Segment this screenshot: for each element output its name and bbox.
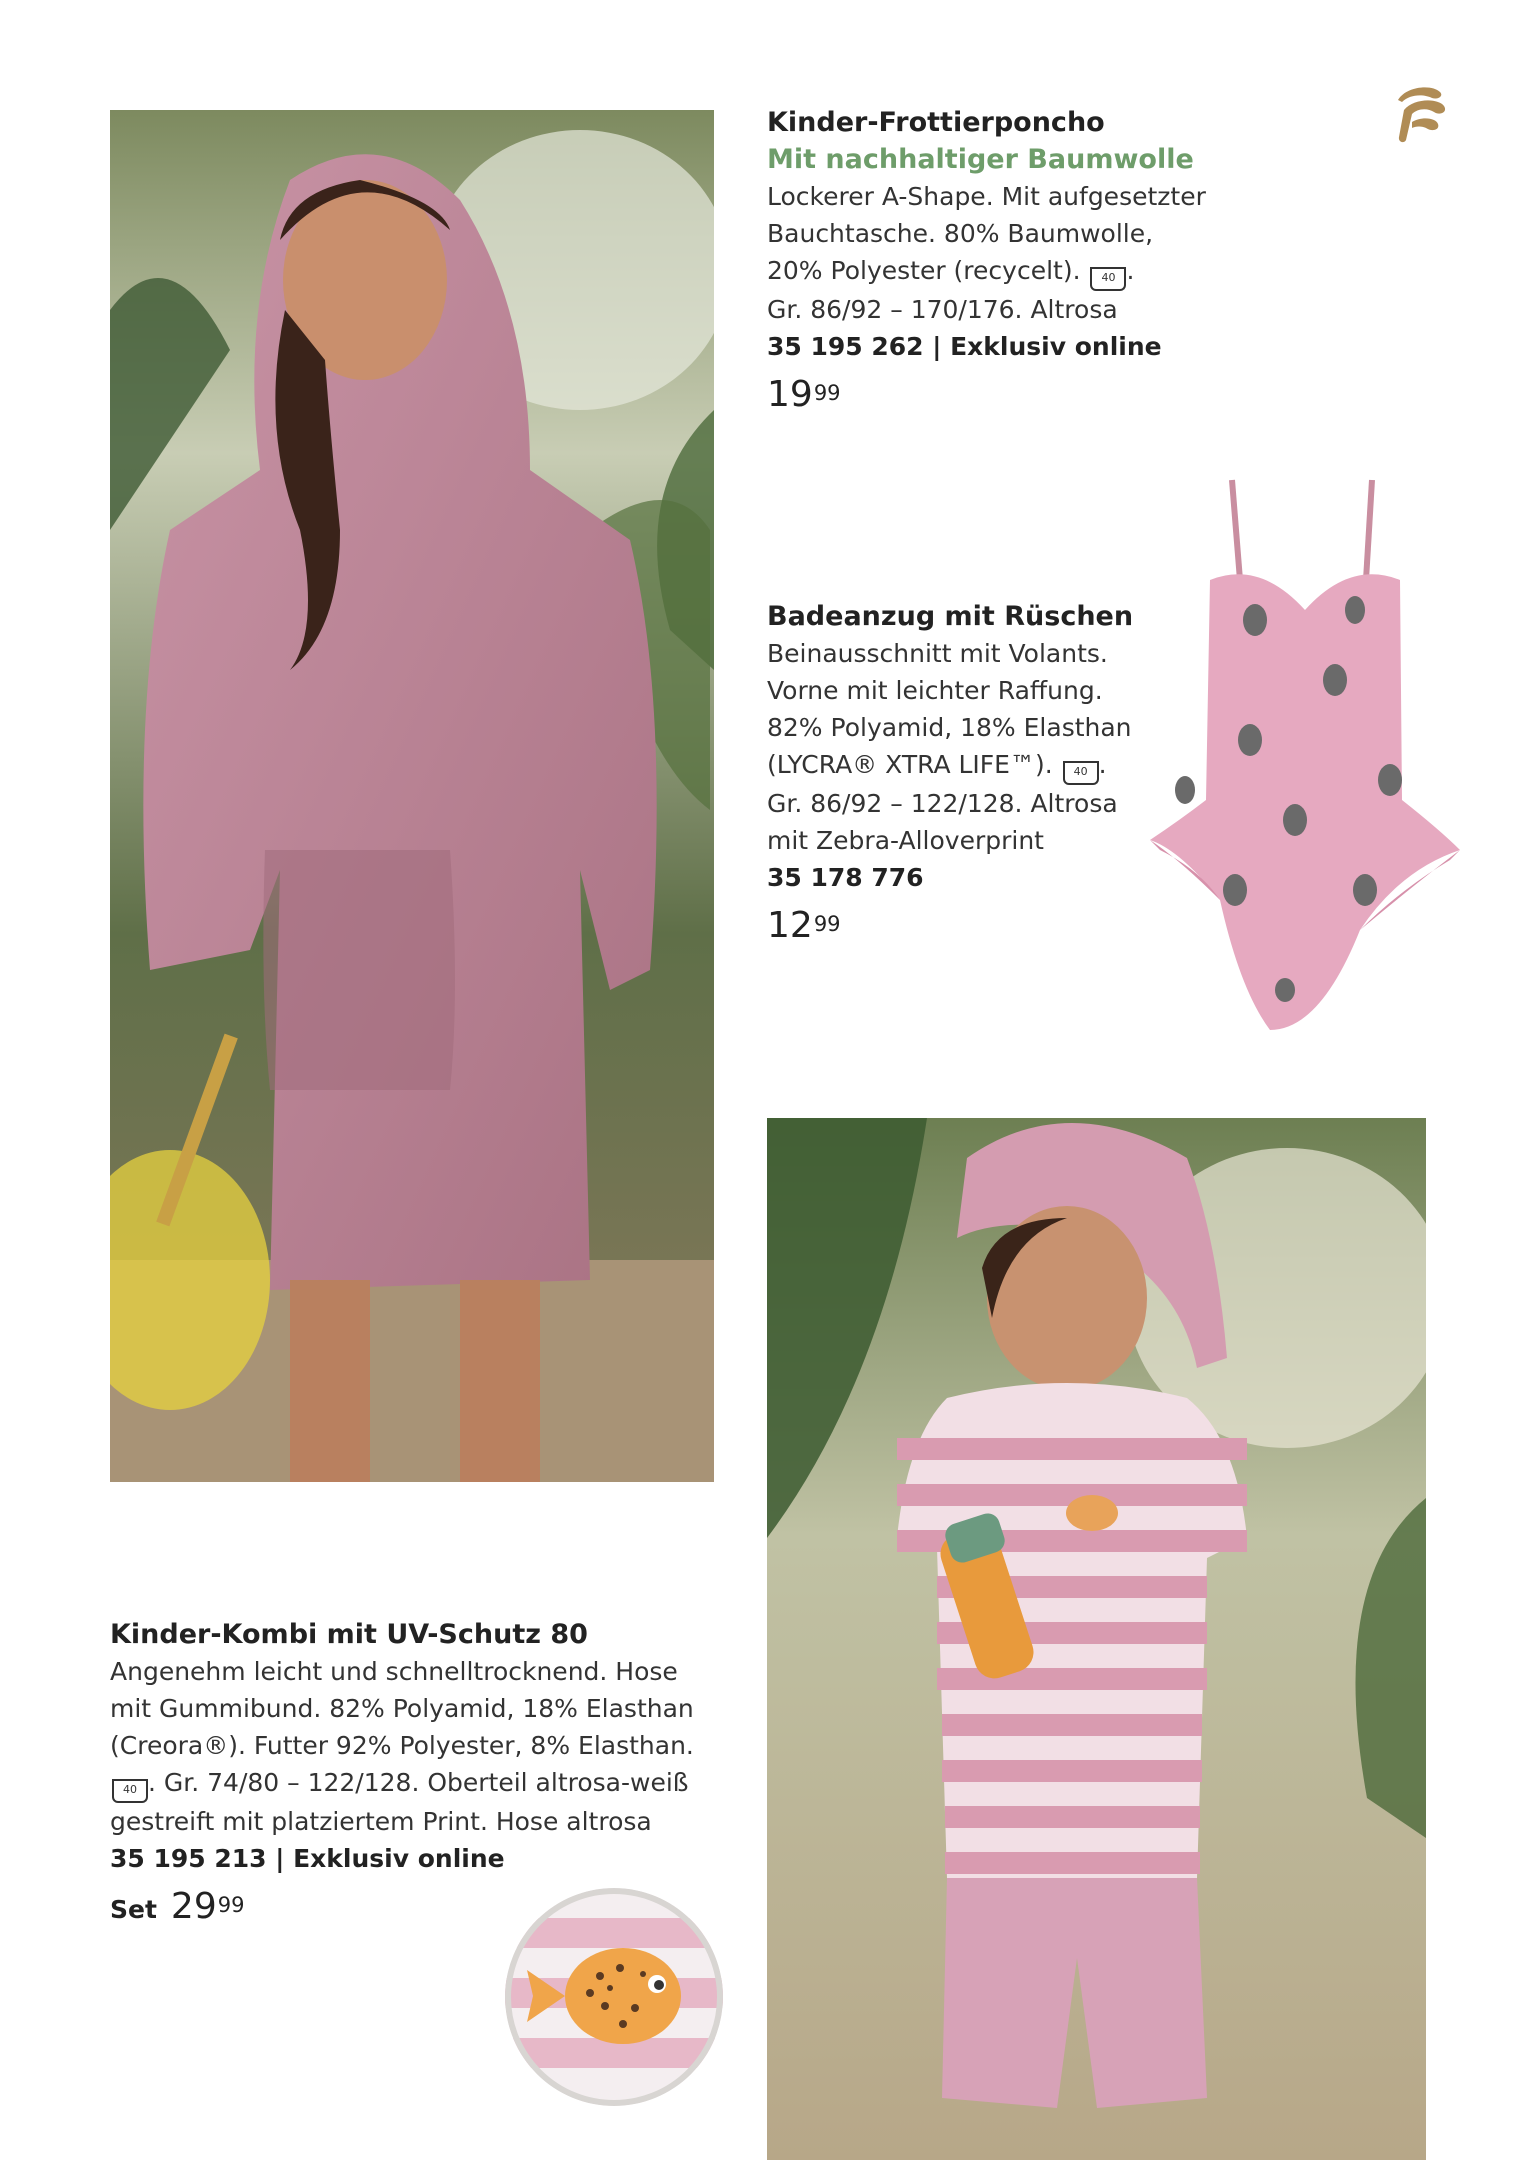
wash-40-icon: 40 xyxy=(1063,761,1099,785)
swimsuit-info xyxy=(767,598,1157,948)
poncho-subtitle: Mit nachhaltiger Baumwolle xyxy=(767,144,1194,175)
kombi-title: Kinder-Kombi mit UV-Schutz 80 xyxy=(110,1619,588,1650)
kombi-desc-line: gestreift mit platziertem Print. Hose altrosa xyxy=(110,1807,652,1836)
poncho-price: $19^{99}$ xyxy=(767,374,841,415)
swimsuit-desc-line: (LYCRA® XTRA LIFE™). 40 . xyxy=(767,746,1157,785)
kombi-desc-line: 40 . Gr. 74/80 – 122/128. Oberteil altrosa-weiß xyxy=(110,1764,750,1803)
poncho-desc-line: Gr. 86/92 – 170/176. Altrosa xyxy=(767,295,1118,324)
swimsuit-desc-line: mit Zebra-Alloverprint xyxy=(767,826,1044,855)
swimsuit-desc-line: Vorne mit leichter Raffung. xyxy=(767,676,1103,705)
poncho-info xyxy=(767,104,1427,417)
kombi-product-photo xyxy=(767,1118,1426,2160)
poncho-product-photo xyxy=(110,110,714,1482)
wash-40-icon: 40 xyxy=(112,1779,148,1803)
poncho-desc-line: Bauchtasche. 80% Baumwolle, xyxy=(767,219,1154,248)
swimsuit-desc-line: Gr. 86/92 – 122/128. Altrosa xyxy=(767,789,1118,818)
swimsuit-article-number: 35 178 776 xyxy=(767,863,924,892)
swimsuit-title: Badeanzug mit Rüschen xyxy=(767,601,1134,632)
kombi-desc-line: (Creora®). Futter 92% Polyester, 8% Elasthan. xyxy=(110,1731,694,1760)
kombi-article-number: 35 195 213 | Exklusiv online xyxy=(110,1844,505,1873)
swimsuit-desc-line: 82% Polyamid, 18% Elasthan xyxy=(767,713,1132,742)
poncho-desc-line: 20% Polyester (recycelt). 40 . xyxy=(767,252,1427,291)
swimsuit-product-photo xyxy=(1140,470,1470,1050)
kombi-price: Set $29^{99}$ xyxy=(110,1886,245,1927)
kombi-desc-line: mit Gummibund. 82% Polyamid, 18% Elasthan xyxy=(110,1694,694,1723)
pufferfish-print-detail xyxy=(505,1888,723,2106)
kombi-desc-line: Angenehm leicht und schnelltrocknend. Hose xyxy=(110,1657,678,1686)
wash-40-icon: 40 xyxy=(1090,267,1126,291)
poncho-title: Kinder-Frottierponcho xyxy=(767,107,1105,138)
poncho-article-number: 35 195 262 | Exklusiv online xyxy=(767,332,1162,361)
swimsuit-desc-line: Beinausschnitt mit Volants. xyxy=(767,639,1108,668)
swimsuit-price: $12^{99}$ xyxy=(767,905,841,946)
poncho-desc-line: Lockerer A-Shape. Mit aufgesetzter xyxy=(767,182,1206,211)
kombi-info xyxy=(110,1616,750,1932)
